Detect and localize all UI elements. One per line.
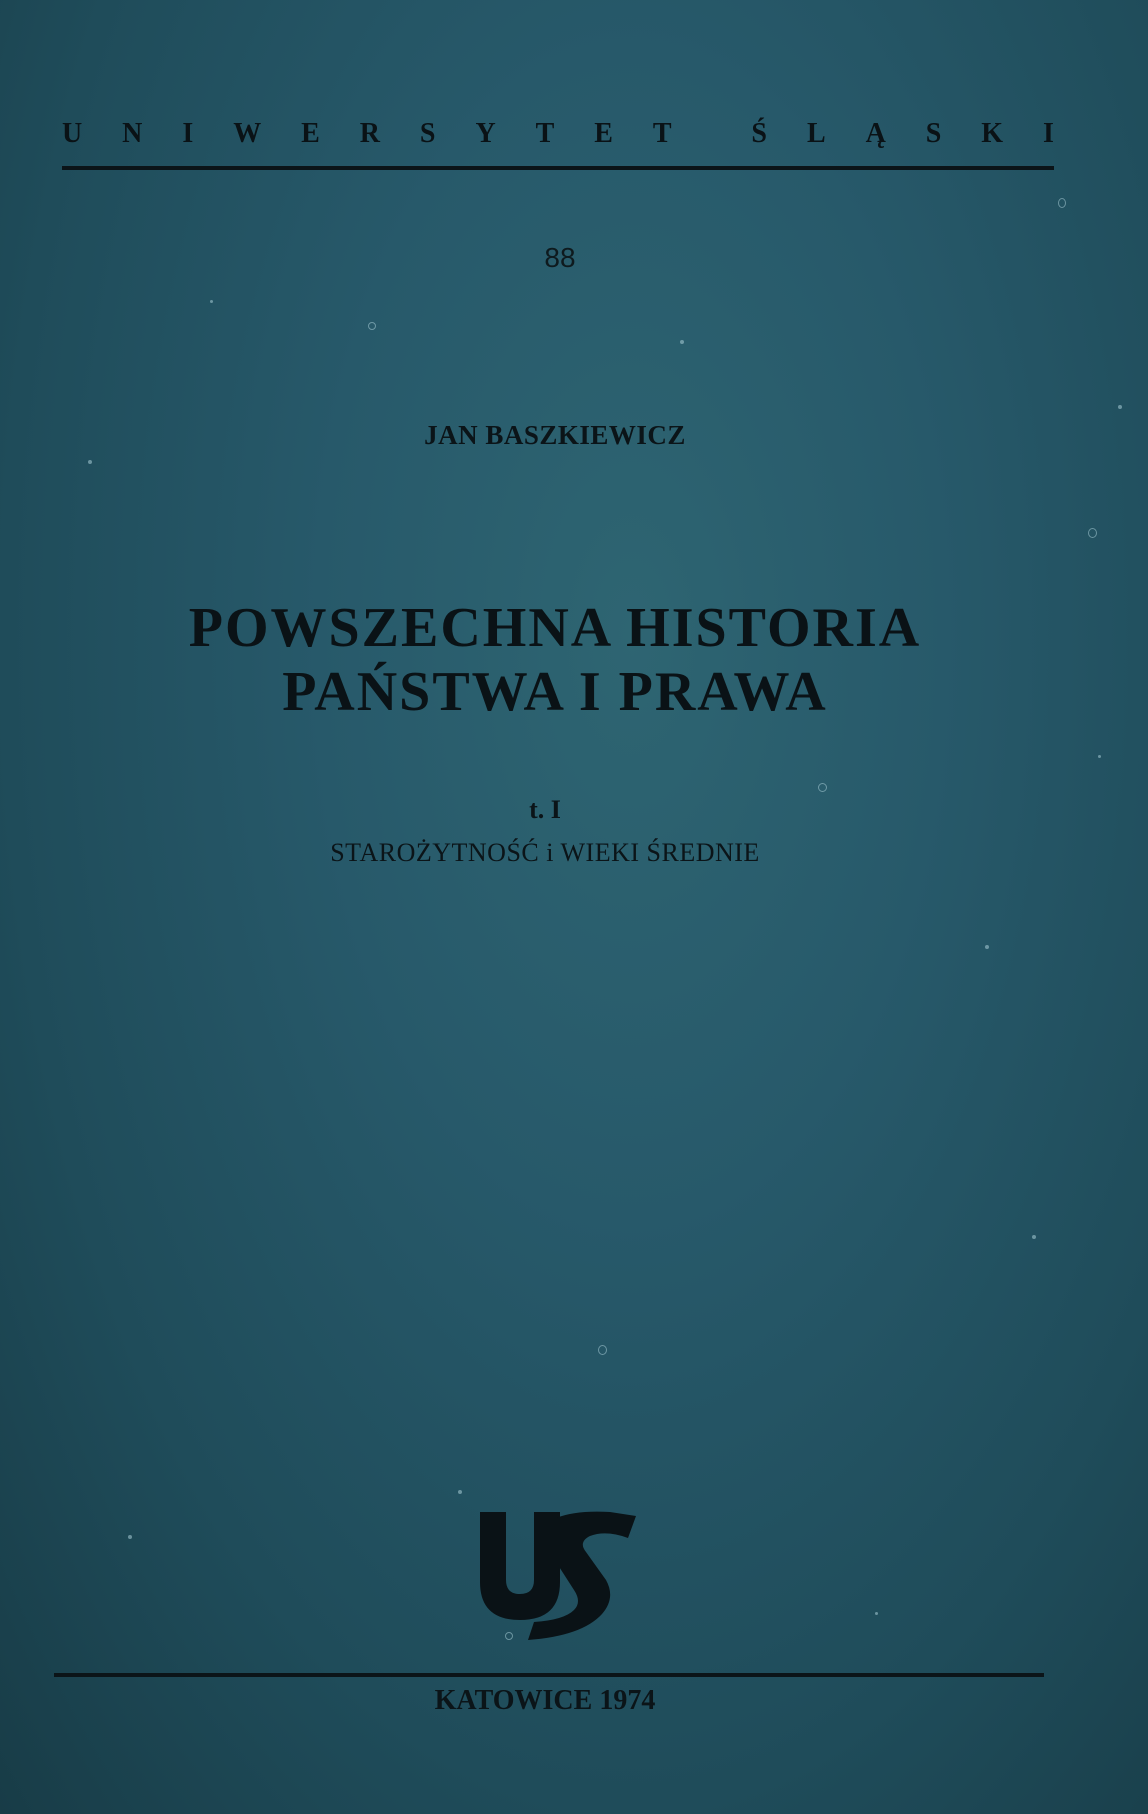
speck-decoration xyxy=(1118,405,1122,409)
speck-decoration xyxy=(1098,755,1101,758)
header-letter: E xyxy=(594,118,613,149)
footer-rule xyxy=(54,1673,1044,1677)
header-rule xyxy=(62,166,1054,170)
imprint-place-year: KATOWICE 1974 xyxy=(434,1685,656,1716)
volume-label: t. I xyxy=(529,795,561,824)
header-letter: I xyxy=(182,118,194,149)
header-letter: S xyxy=(419,118,436,149)
header-letter: Ś xyxy=(751,118,767,149)
author-name: JAN BASZKIEWICZ xyxy=(424,420,686,450)
header-letter: Ą xyxy=(865,118,886,149)
header-letter: T xyxy=(535,118,555,149)
header-letter: I xyxy=(1042,118,1054,149)
header-letter: L xyxy=(806,118,826,149)
logo-u-shape xyxy=(480,1512,560,1620)
header-letter: R xyxy=(359,118,380,149)
speck-decoration xyxy=(1088,528,1097,538)
header-letter: K xyxy=(981,118,1004,149)
speck-decoration xyxy=(1058,198,1066,208)
speck-decoration xyxy=(875,1612,878,1615)
speck-decoration xyxy=(985,945,989,949)
header-letter: T xyxy=(652,118,672,149)
speck-decoration xyxy=(458,1490,462,1494)
speck-decoration xyxy=(1032,1235,1036,1239)
university-logo-icon xyxy=(478,1510,638,1642)
speck-decoration xyxy=(818,783,827,792)
header-letter: U xyxy=(62,118,83,149)
book-title-line-2: PAŃSTWA I PRAWA xyxy=(282,661,828,723)
series-number: 88 xyxy=(544,242,576,273)
speck-decoration xyxy=(88,460,92,464)
publisher-header xyxy=(62,118,1054,150)
speck-decoration xyxy=(680,340,684,344)
speck-decoration xyxy=(598,1345,607,1355)
header-letter: Y xyxy=(475,118,496,149)
header-letter: N xyxy=(122,118,143,149)
speck-decoration xyxy=(368,322,376,330)
speck-decoration xyxy=(128,1535,132,1539)
header-letter: E xyxy=(301,118,320,149)
header-letter: S xyxy=(925,118,942,149)
header-letter: W xyxy=(233,118,262,149)
book-subtitle: STAROŻYTNOŚĆ i WIEKI ŚREDNIE xyxy=(330,838,760,867)
book-title-line-1: POWSZECHNA HISTORIA xyxy=(188,597,922,659)
speck-decoration xyxy=(210,300,213,303)
